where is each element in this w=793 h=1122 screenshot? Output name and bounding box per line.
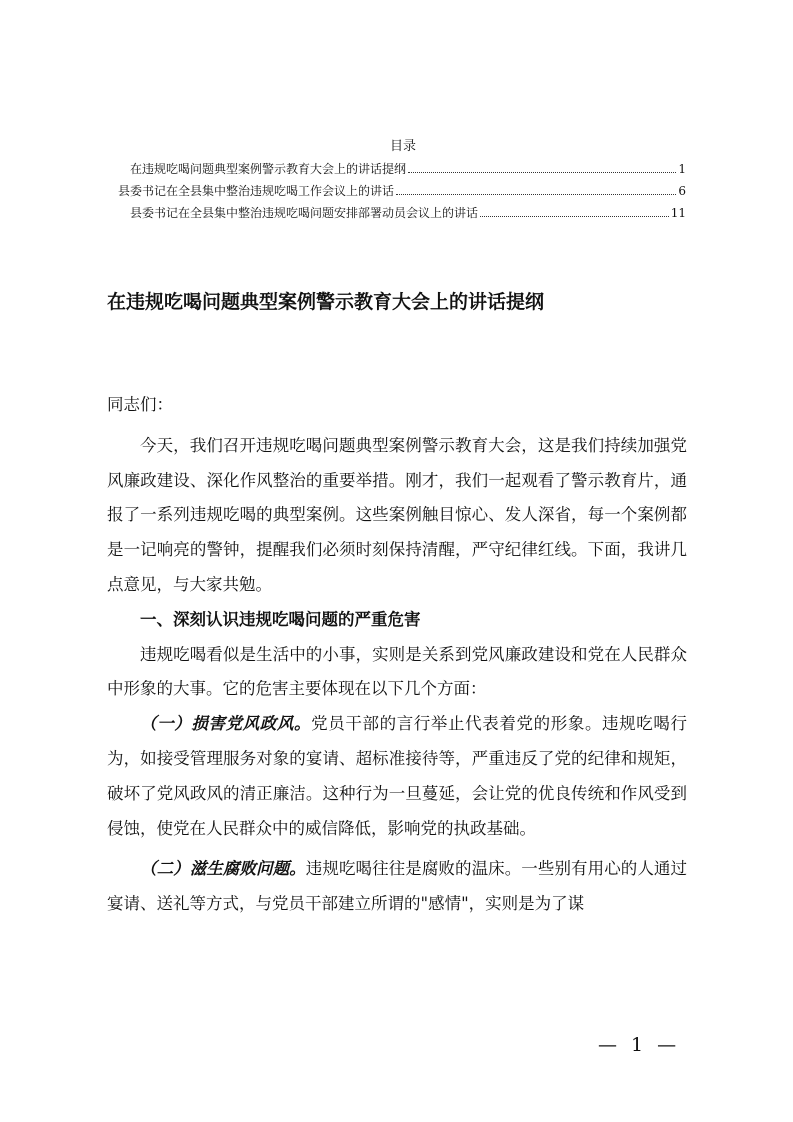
toc-dot-leader — [396, 183, 676, 195]
point-label: （一）损害党风政风。 — [140, 714, 312, 734]
document-body — [107, 388, 687, 922]
toc-entry[interactable] — [130, 205, 686, 222]
document-title: 在违规吃喝问题典型案例警示教育大会上的讲话提纲 — [107, 291, 545, 313]
toc-entry-page: 1 — [678, 162, 686, 176]
section-intro-paragraph: 违规吃喝看似是生活中的小事，实则是关系到党风廉政建设和党在人民群众中形象的大事。它的危害主要体现在以下几个方面： — [107, 644, 687, 699]
point-paragraph — [107, 852, 687, 922]
point-text: 党员干部的言行举止代表着党的形象。违规吃喝行为，如接受管理服务对象的宴请、超标准接待等，严重违反了党的纪律和规矩，破坏了党风政风的清正廉洁。这种行为一旦蔓延，会让党的优良传统和作风受到侵蚀，使党在人民群众中的威信降低，影响党的执政基础。 — [107, 714, 688, 838]
toc-dot-leader — [480, 205, 669, 217]
point-text: 违规吃喝往往是腐败的温床。一些别有用心的人通过宴请、送礼等方式，与党员干部建立所谓的"感情"，实则是为了谋 — [107, 859, 687, 914]
point-label: （二）滋生腐败问题。 — [140, 859, 306, 879]
toc-title: 目录 — [389, 139, 416, 154]
toc-dot-leader — [408, 161, 676, 173]
point-paragraph — [107, 707, 687, 846]
intro-paragraph: 今天，我们召开违规吃喝问题典型案例警示教育大会，这是我们持续加强党风廉政建设、深化作风整治的重要举措。刚才，我们一起观看了警示教育片，通报了一系列违规吃喝的典型案例。这些案例触目惊心、发人深省，每一个案例都是一记响亮的警钟，提醒我们必须时刻保持清醒，严守纪律红线。下面，我讲几点意见，与大家共勉。 — [107, 435, 687, 594]
toc-entry-page: 11 — [670, 206, 686, 220]
toc-entry-page: 6 — [678, 184, 686, 198]
page-number: — 1 — — [598, 1034, 681, 1056]
section-heading: 一、深刻认识违规吃喝问题的严重危害 — [140, 609, 421, 629]
toc-entry[interactable] — [130, 161, 686, 178]
toc-entry-title: 在违规吃喝问题典型案例警示教育大会上的讲话提纲 — [130, 162, 407, 176]
toc-entry-title: 县委书记在全县集中整治违规吃喝问题安排部署动员会议上的讲话 — [130, 206, 479, 220]
toc-entry[interactable] — [118, 183, 686, 200]
salutation: 同志们： — [107, 395, 173, 414]
toc-entry-title: 县委书记在全县集中整治违规吃喝工作会议上的讲话 — [118, 184, 395, 198]
